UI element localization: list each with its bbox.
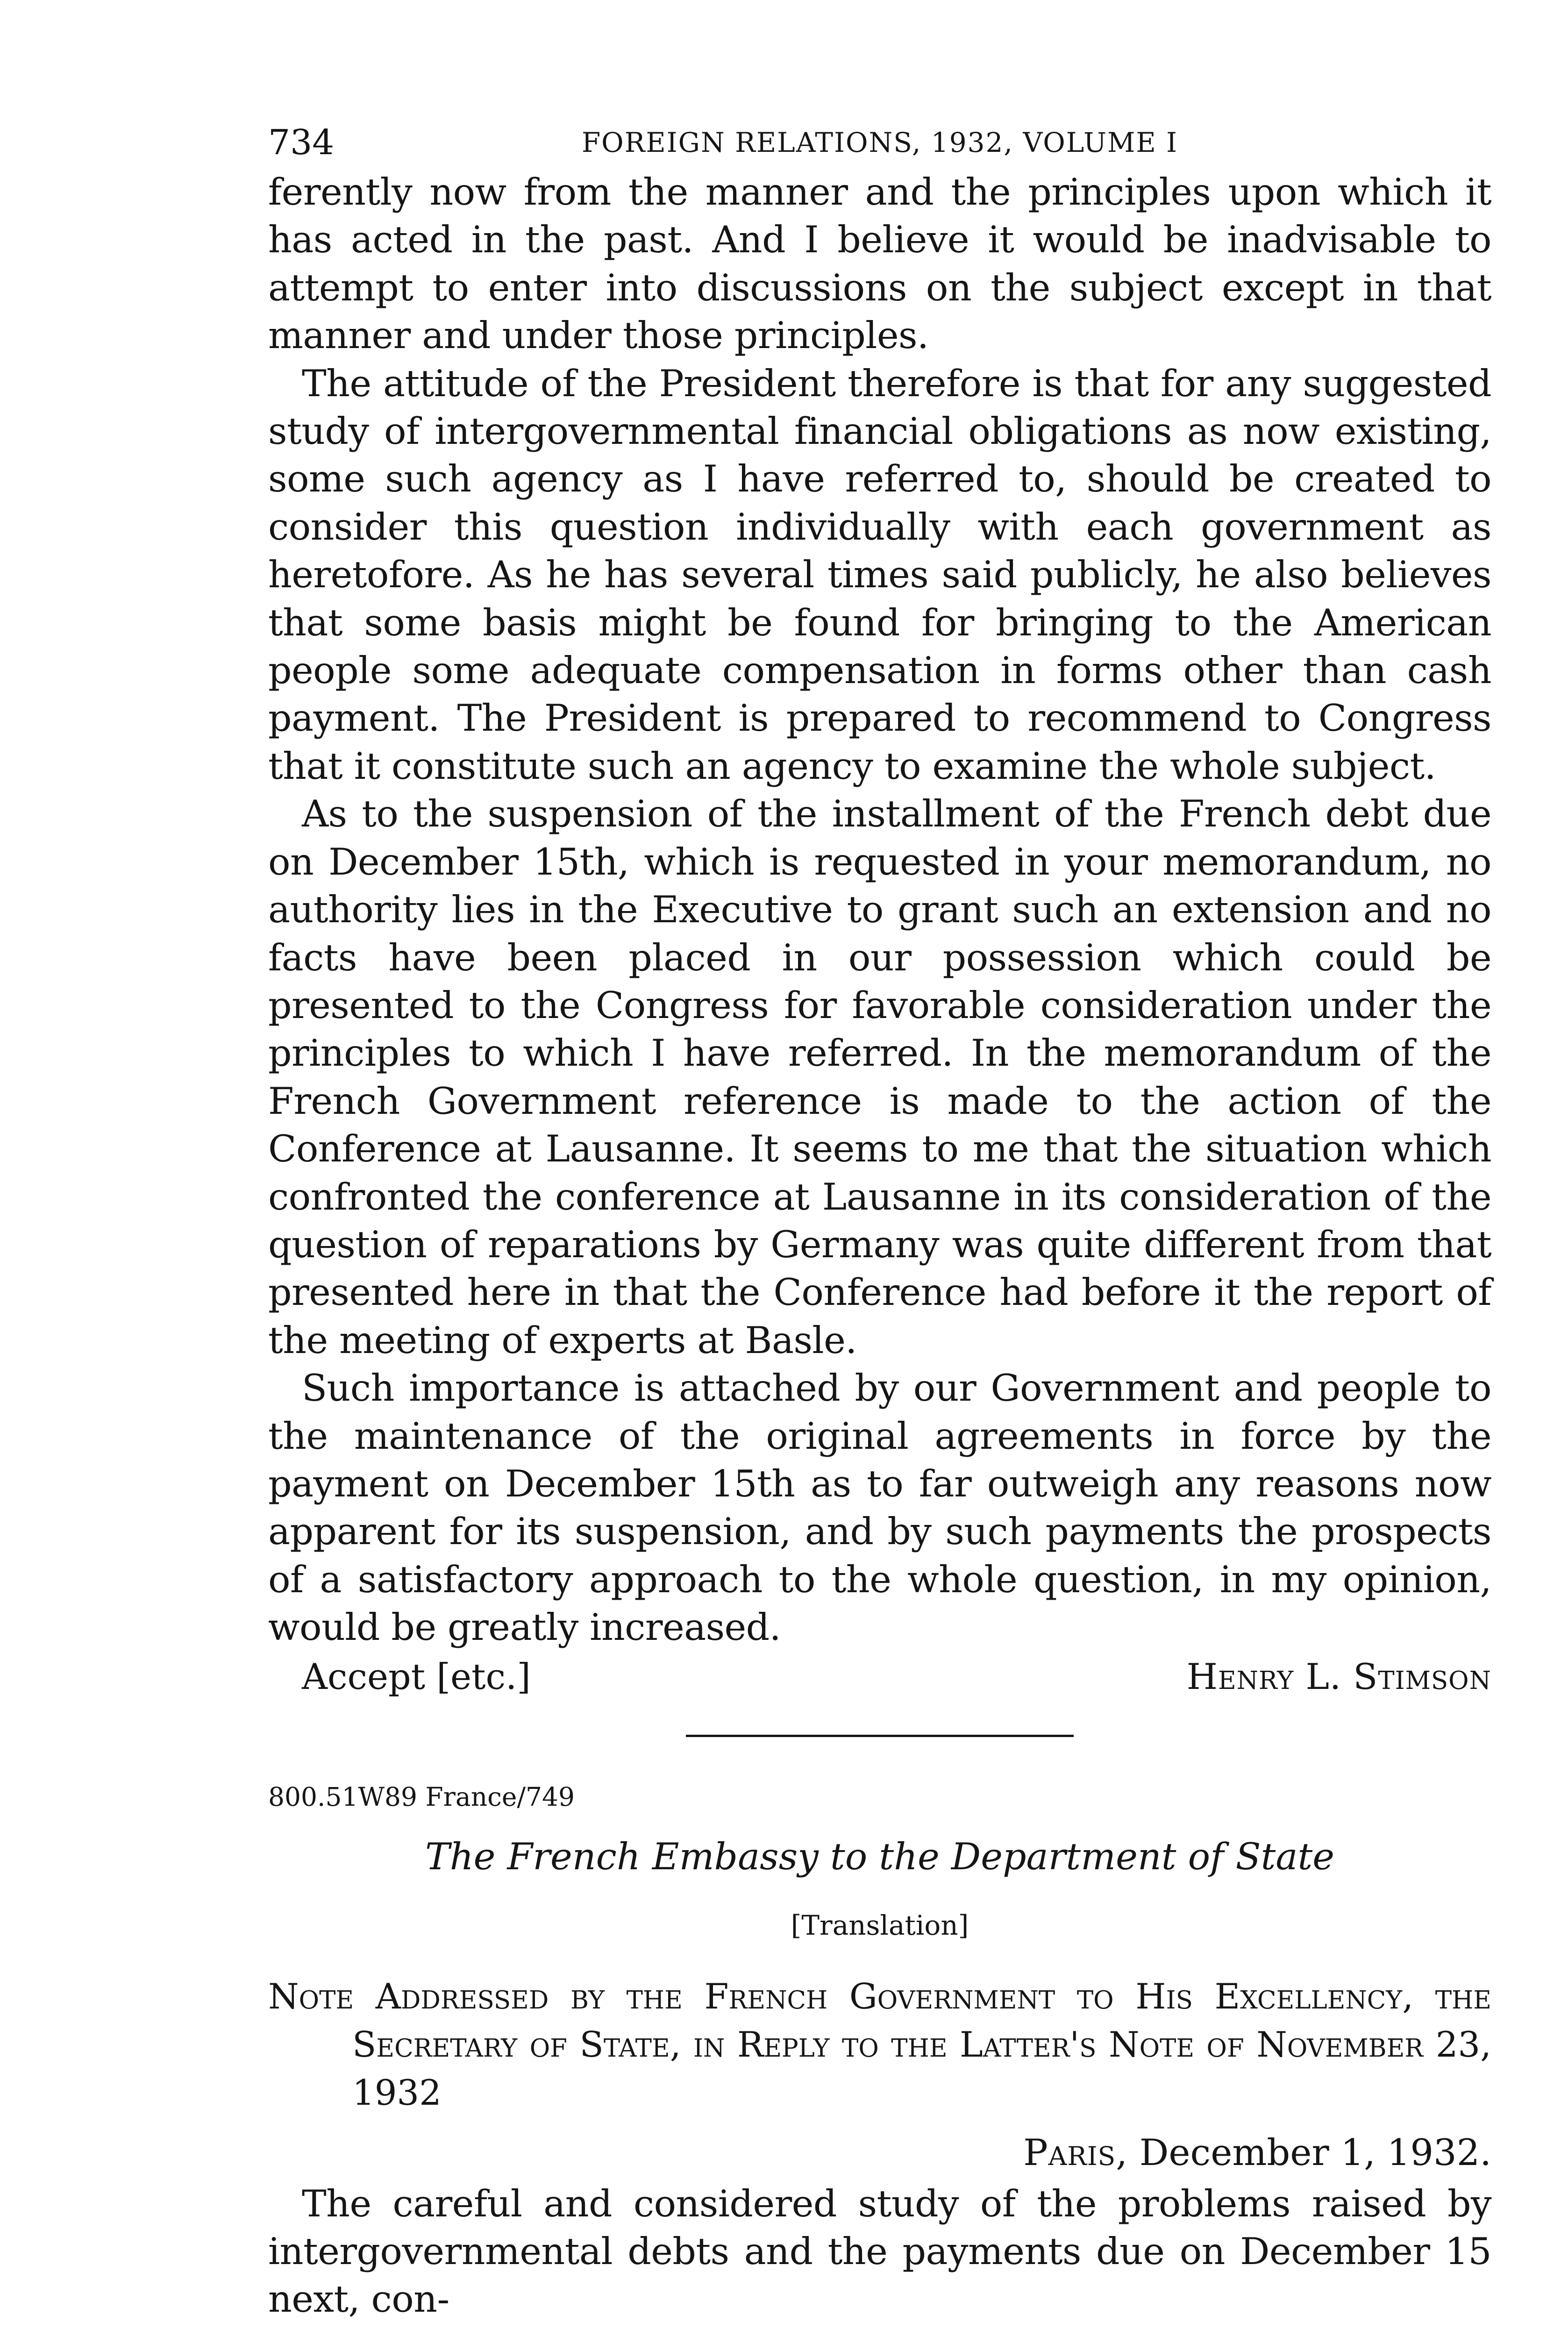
section-divider <box>686 1735 1074 1737</box>
paragraph: As to the suspension of the installment of the French debt due on December 15th, which is requested in your memorandum, no authority lies in the Executive to grant such an extension and no facts have been placed in our possession which could be presented to the Congress for favorable consideration under the principles to which I have referred. In the memorandum of the French Government reference is made to the action of the Conference at Lausanne. It seems to me that the situation which confronted the conference at Lausanne in its consideration of the question of reparations by Germany was quite different from that presented here in that the Conference had before it the report of the meeting of experts at Basle. <box>268 792 1491 1362</box>
page-number: 734 <box>268 122 335 163</box>
paragraph: The careful and considered study of the problems raised by intergovernmental debts and the payments due on December 15 next, con- <box>268 2182 1491 2321</box>
paragraph: ferently now from the manner and the principles upon which it has acted in the past. And I believe it would be inadvisable to attempt to enter into discussions on the subject except in that manner and under those principles. <box>268 171 1491 357</box>
document-title: The French Embassy to the Department of State <box>425 1835 1334 1878</box>
running-header-title: FOREIGN RELATIONS, 1932, VOLUME I <box>581 127 1178 158</box>
paragraph: Such importance is attached by our Government and people to the maintenance of the original agreements in force by the payment on December 15th as to far outweigh any reasons now apparent for its suspension, and by such payments the prospects of a satisfactory approach to the whole question, in my opinion, would be greatly increased. <box>268 1367 1491 1649</box>
dateline-place: Paris, <box>1023 2131 1128 2174</box>
running-header <box>268 117 1491 168</box>
closing-and-signature <box>268 1652 1491 1702</box>
document-page <box>268 117 1491 2323</box>
paragraph: The attitude of the President therefore is that for any suggested study of intergovernmental financial obligations as now existing, some such agency as I have referred to, should be created to consider this question individually with each government as heretofore. As he has several times said publicly, he also believes that some basis might be found for bringing to the American people some adequate compensation in forms other than cash payment. The President is prepared to recommend to Congress that it constitute such an agency to examine the whole subject. <box>268 362 1491 788</box>
file-reference: 800.51W89 France/749 <box>268 1781 575 1812</box>
note-opening-body <box>268 2180 1491 2323</box>
note-heading: Note Addressed by the French Government to His Excellency, the Secretary of State, in Reply to the Latter's Note of November 23, 1932 <box>268 1975 1491 2113</box>
dateline <box>268 2129 1491 2177</box>
closing-text: Accept [etc.] <box>302 1655 531 1697</box>
translation-label: [Translation] <box>791 1909 969 1941</box>
dateline-date: December 1, 1932. <box>1139 2131 1491 2174</box>
letter-body <box>268 168 1491 1652</box>
signature-name: Henry L. Stimson <box>1186 1655 1491 1697</box>
